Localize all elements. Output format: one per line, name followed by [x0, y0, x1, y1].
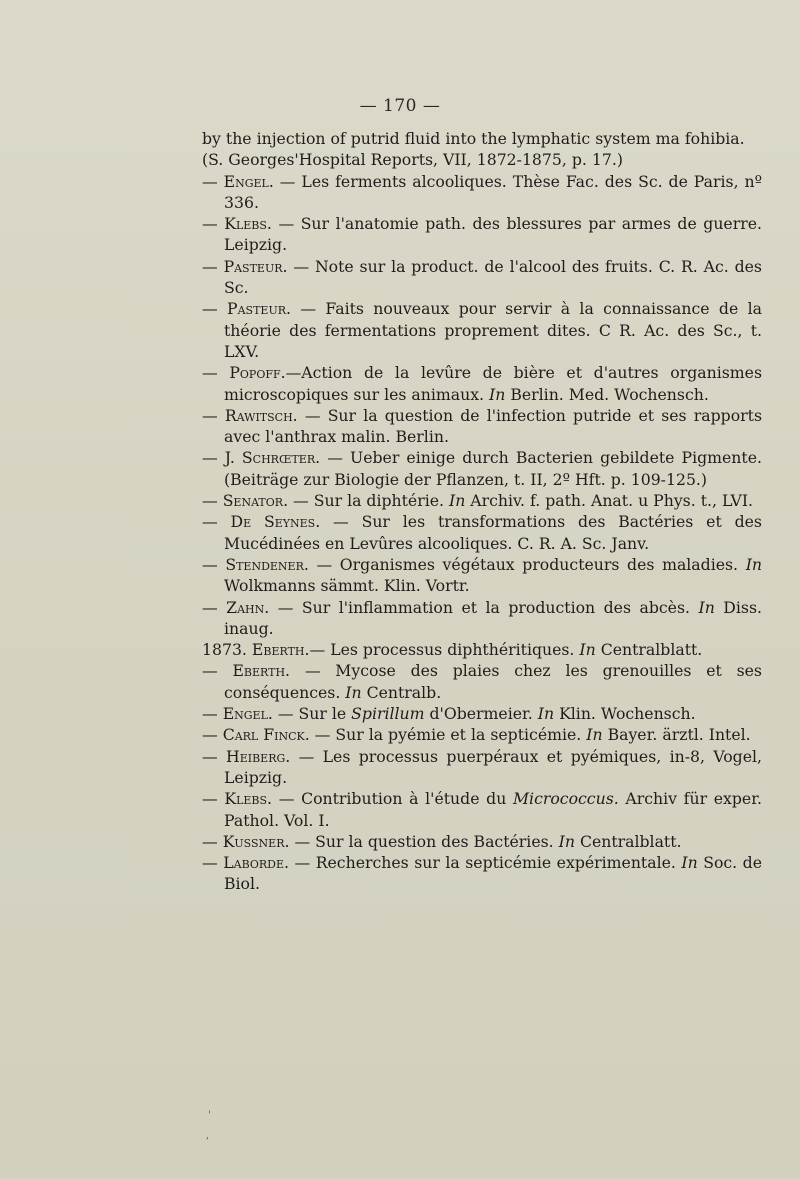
bibliography-entry: [202, 639, 762, 660]
entry-text: Action de la levûre de bière et d'autres organismes microscopiques sur les animaux.: [224, 363, 762, 404]
entry-text: Mycose des plaies chez les grenouilles et ses conséquences.: [224, 661, 762, 702]
entry-author: Kussner.: [222, 831, 290, 851]
entry-text-after: Soc. de Biol.: [224, 853, 762, 894]
entry-author: Pasteur.: [223, 256, 288, 276]
bibliography-entry: [202, 362, 762, 405]
bibliography-entry: [202, 128, 762, 171]
bibliography-entry: [202, 490, 762, 511]
entry-dash: —: [202, 661, 218, 681]
entry-dash: —: [202, 448, 218, 468]
entry-text: Sur la diphtérie.: [313, 491, 449, 511]
entry-separator: —: [297, 405, 328, 425]
entry-separator: —: [288, 491, 314, 511]
entry-italic: In: [537, 704, 555, 724]
entry-italic: In: [681, 853, 698, 873]
entry-separator: —: [289, 853, 316, 873]
entry-dash: —: [202, 299, 218, 319]
page-number: — 170 —: [359, 96, 441, 116]
ink-speck: ,: [206, 1130, 210, 1141]
entry-author: Heiberg.: [226, 746, 291, 766]
entry-separator: —: [272, 789, 302, 809]
entry-separator: —: [320, 512, 362, 532]
bibliography-entry: [202, 597, 762, 640]
entry-italic: In: [698, 597, 715, 617]
entry-italic: In: [579, 640, 596, 660]
entry-author: Stendener.: [225, 554, 309, 574]
entry-text: Contribution à l'étude du: [301, 789, 513, 809]
entry-separator: —: [290, 661, 336, 681]
entry-text: Recherches sur la septicémie expérimentale.: [315, 853, 682, 873]
entry-text-after: Archiv. f. path. Anat. u Phys. t., LVI.: [465, 491, 754, 511]
entry-italic: In: [345, 682, 362, 702]
entry-separator: —: [285, 363, 302, 383]
entry-text-after: Centralblatt.: [574, 831, 682, 851]
entry-dash: —: [202, 491, 218, 511]
entry-author: Eberth.: [232, 661, 291, 681]
entry-author: Engel.: [222, 704, 273, 724]
entry-text-after: Klin. Wochensch.: [554, 704, 696, 724]
bibliography-entry: [202, 405, 762, 448]
entry-text: by the injection of putrid fluid into the lymphatic system ma fohibia. (S. Georges'Hospital Reports, VII, 1872-1875, p. 17.): [202, 129, 745, 170]
entry-author: Klebs.: [224, 789, 273, 809]
entry-author: Popoff.: [229, 363, 286, 383]
entry-dash: —: [202, 554, 218, 574]
entry-dash: —: [202, 256, 218, 276]
entry-dash: —: [202, 597, 218, 617]
entry-separator: —: [289, 831, 316, 851]
entry-dash: —: [202, 704, 218, 724]
bibliography-list: [202, 128, 762, 895]
entry-separator: —: [273, 171, 302, 191]
entry-italic: In: [449, 491, 466, 511]
bibliography-entry: [202, 660, 762, 703]
bibliography-entry: [202, 724, 762, 745]
entry-author: Rawitsch.: [224, 405, 298, 425]
entry-text-after: Diss. inaug.: [224, 597, 762, 638]
entry-dash: —: [202, 171, 218, 191]
entry-separator: —: [290, 746, 323, 766]
entry-text: Les ferments alcooliques. Thèse Fac. des Sc. de Paris, nº 336.: [224, 171, 762, 212]
bibliography-entry: [202, 831, 762, 852]
entry-dash: —: [202, 746, 218, 766]
entry-dash: —: [202, 831, 218, 851]
bibliography-entry: [202, 554, 762, 597]
entry-text: Sur la pyémie et la septicémie.: [335, 725, 587, 745]
entry-dash: —: [202, 512, 218, 532]
bibliography-entry: [202, 703, 762, 724]
entry-text: Sur la question de l'infection putride et ses rapports avec l'anthrax malin. Berlin.: [224, 405, 762, 447]
entry-italic: In: [586, 725, 603, 745]
entry-text: Sur les transformations des Bactéries et des Mucédinées en Levûres alcooliques. C. R. A. Sc. Janv.: [224, 512, 762, 553]
bibliography-entry: [202, 788, 762, 831]
entry-separator: —: [309, 640, 331, 660]
entry-dash: —: [202, 405, 218, 425]
entry-text: Ueber einige durch Bacterien gebildete Pigmente. (Beiträge zur Biologie der Pflanzen, t. II, 2º Hft. p. 109-125.): [224, 448, 762, 489]
entry-text: Les processus diphthéritiques.: [330, 640, 580, 660]
entry-text: Faits nouveaux pour servir à la connaissance de la théorie des fermentations proprement dites. C R. Ac. des Sc., t. LXV.: [224, 299, 762, 361]
entry-text: Sur le: [298, 704, 352, 724]
entry-dash: —: [202, 363, 218, 383]
entry-text: Les processus puerpéraux et pyémiques, in-8, Vogel, Leipzig.: [224, 746, 762, 787]
entry-separator: —: [287, 256, 315, 276]
bibliography-entry: [202, 852, 762, 895]
bibliography-entry: [202, 298, 762, 362]
bibliography-entry: [202, 171, 762, 214]
bibliography-entry: [202, 746, 762, 789]
entry-text: Note sur la product. de l'alcool des fruits. C. R. Ac. des Sc.: [224, 256, 762, 298]
entry-author: Laborde.: [223, 853, 289, 873]
entry-text-after: Archiv für exper. Pathol. Vol. I.: [224, 789, 762, 830]
entry-separator: —: [308, 554, 340, 574]
entry-separator: —: [291, 299, 326, 319]
entry-author: Pasteur.: [227, 299, 291, 319]
entry-year: 1873.: [202, 640, 247, 660]
entry-separator: —: [309, 725, 336, 745]
entry-author: J. Schrœter.: [224, 448, 321, 468]
bibliography-entry: [202, 511, 762, 554]
bibliography-entry: [202, 447, 762, 490]
entry-text-after: Bayer. ärztl. Intel.: [602, 725, 751, 745]
bibliography-entry: [202, 213, 762, 256]
entry-italic: In: [489, 384, 506, 404]
entry-author: Zahn.: [226, 597, 270, 617]
entry-italic: In: [745, 554, 762, 574]
entry-dash: —: [202, 214, 218, 234]
entry-author: Senator.: [222, 491, 289, 511]
entry-text: Organismes végétaux producteurs des maladies.: [339, 554, 746, 574]
entry-italic: Micrococcus.: [512, 789, 619, 809]
entry-separator: —: [271, 214, 301, 234]
entry-text-after: d'Obermeier.: [424, 704, 538, 724]
entry-author: De Seynes.: [230, 512, 321, 532]
entry-author: Engel.: [223, 171, 274, 191]
entry-dash: —: [202, 853, 218, 873]
entry-text: Sur la question des Bactéries.: [315, 831, 559, 851]
entry-author: Klebs.: [224, 214, 272, 234]
entry-dash: —: [202, 725, 218, 745]
entry-author: Eberth.: [251, 640, 310, 660]
entry-text-after: Centralb.: [361, 682, 442, 702]
entry-text: Sur l'inflammation et la production des abcès.: [301, 597, 699, 617]
entry-separator: —: [269, 597, 302, 617]
entry-text-after: Centralblatt.: [595, 640, 703, 660]
entry-italic: In: [558, 831, 575, 851]
entry-text: Sur l'anatomie path. des blessures par armes de guerre. Leipzig.: [224, 214, 762, 255]
entry-dash: —: [202, 789, 218, 809]
entry-text-after: Berlin. Med. Wochensch.: [505, 384, 709, 404]
entry-separator: —: [320, 448, 350, 468]
entry-text-after: Wolkmanns sämmt. Klin. Vortr.: [224, 576, 470, 596]
ink-speck: ': [208, 1110, 211, 1121]
entry-separator: —: [272, 704, 299, 724]
bibliography-entry: [202, 256, 762, 299]
entry-italic: Spirillum: [351, 704, 425, 724]
entry-author: Carl Finck.: [222, 725, 310, 745]
